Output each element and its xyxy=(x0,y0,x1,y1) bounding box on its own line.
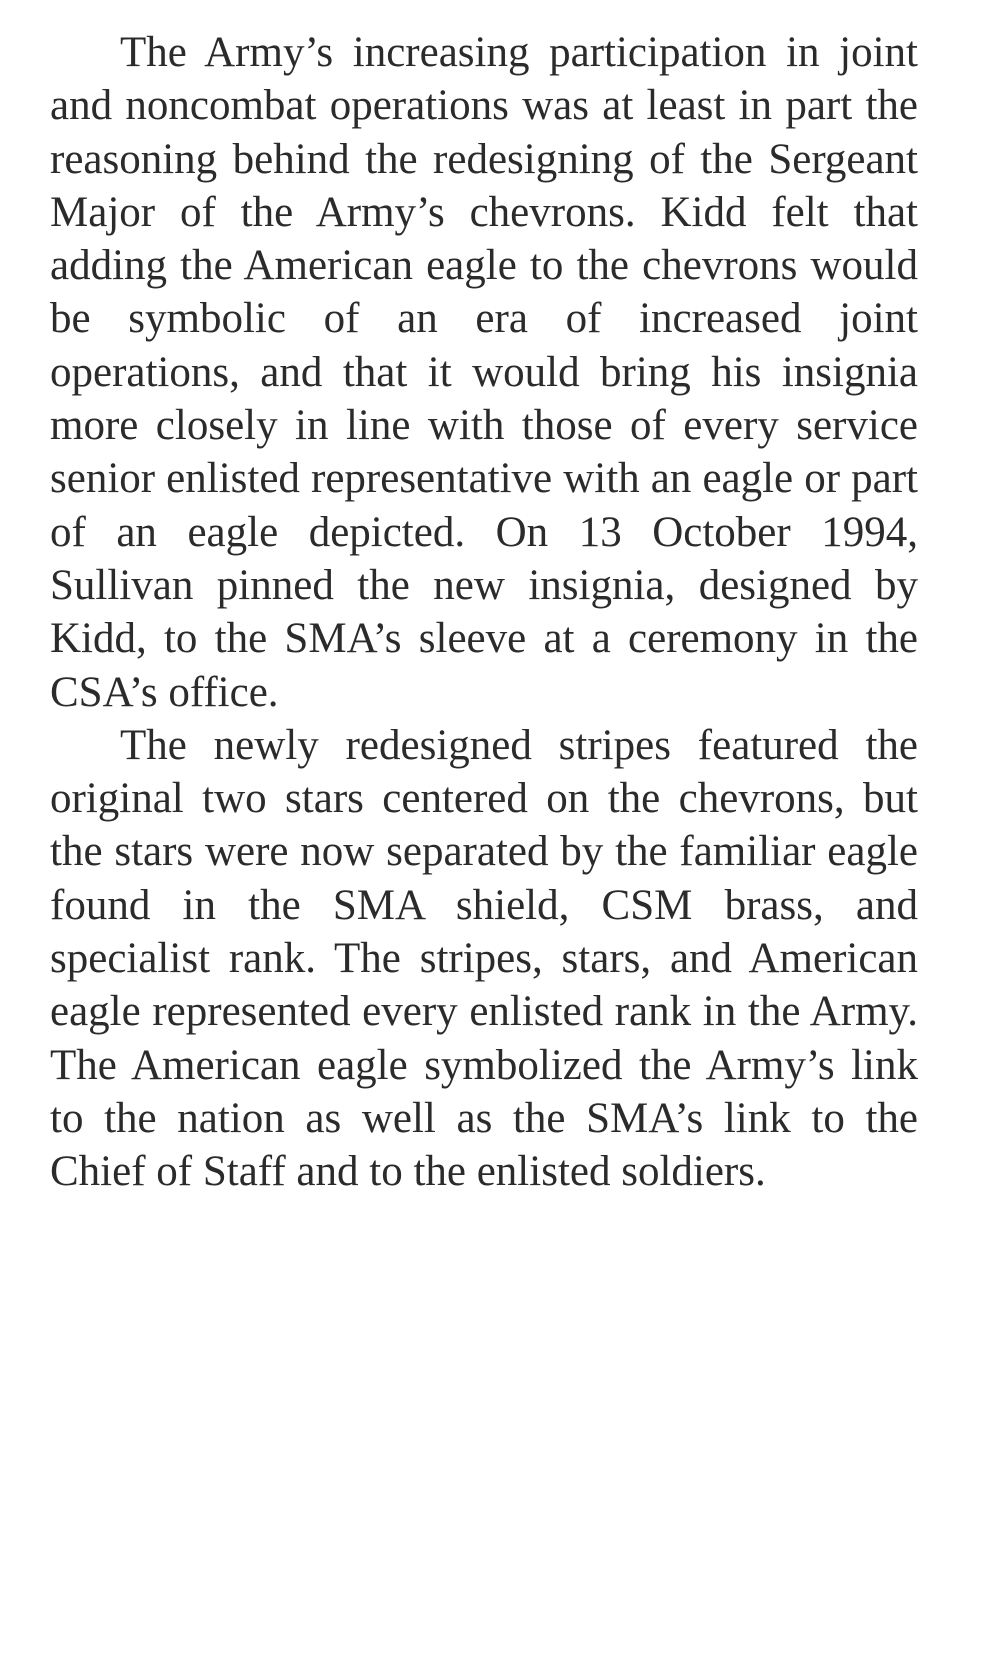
body-text xyxy=(50,26,918,1199)
paragraph-2: The newly redesigned stripes featured the original two stars centered on the chevrons, but the stars were now separated by the familiar eagle found in the SMA shield, CSM brass, and specialist rank. The stripes, stars, and American eagle represented every enlisted rank in the Army. The American eagle symbolized the Army’s link to the nation as well as the SMA’s link to the Chief of Staff and to the enlisted soldiers. xyxy=(50,721,918,1196)
paragraph-1: The Army’s increasing participation in joint and noncombat operations was at least in part the reasoning behind the redesigning of the Sergeant Major of the Army’s chevrons. Kidd felt that adding the American eagle to the chevrons would be symbolic of an era of increased joint operations, and that it would bring his insignia more closely in line with those of every service senior enlisted representative with an eagle or part of an eagle depicted. On 13 October 1994, Sullivan pinned the new insignia, designed by Kidd, to the SMA’s sleeve at a ceremony in the CSA’s office. xyxy=(50,29,918,716)
